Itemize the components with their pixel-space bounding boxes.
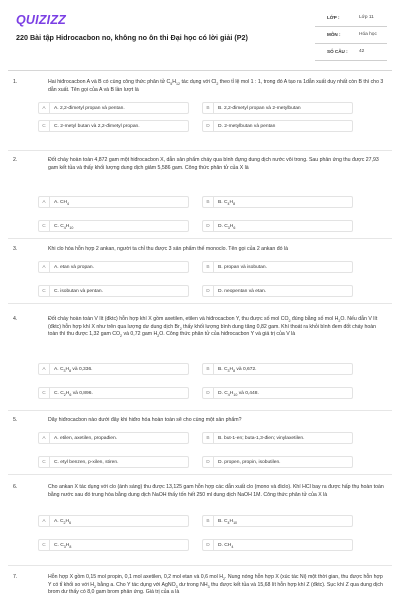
- option-letter: B: [203, 197, 214, 208]
- option-text: A. 2,2-đimetyl propan và pentan.: [54, 106, 125, 111]
- option-letter: D: [203, 286, 214, 297]
- answer-option-b[interactable]: [202, 102, 353, 114]
- option-text: C. isobutan và pentan.: [54, 289, 103, 294]
- document-header: [0, 0, 400, 68]
- question-number: 4.: [13, 316, 18, 322]
- question-divider: [8, 303, 392, 304]
- option-text: A. etilen, axetilen, propađien.: [54, 436, 118, 441]
- option-letter: D: [203, 121, 214, 132]
- question-text: Khi clo hóa hỗn hợp 2 ankan, người ta chỉ thu được 3 sản phẩm thế monoclo. Tên gọi của 2 ankan đó là: [48, 246, 288, 252]
- option-text: C. etyl benzen, p-xilen, stiren.: [54, 460, 119, 465]
- option-letter: A: [39, 433, 50, 444]
- meta-label: MÔN :: [327, 32, 341, 37]
- option-text: B. 2,2-đimetyl propan và 2-metylbutan: [218, 106, 301, 111]
- option-text: D. $C_3H_6$: [218, 224, 236, 230]
- answer-option-a[interactable]: [38, 432, 189, 444]
- option-letter: A: [39, 364, 50, 375]
- option-letter: C: [39, 121, 50, 132]
- document-title: 220 Bài tập Hidrocacbon no, không no ôn thi Đại học có lời giải (P2): [16, 33, 248, 42]
- question-number: 2.: [13, 157, 18, 163]
- meta-table: [315, 10, 387, 61]
- option-letter: A: [39, 516, 50, 527]
- option-letter: B: [203, 516, 214, 527]
- answer-option-b[interactable]: [202, 261, 353, 273]
- meta-label: LỚP :: [327, 15, 340, 20]
- meta-label: SỐ CÂU :: [327, 49, 348, 54]
- question-number: 5.: [13, 417, 18, 423]
- answer-option-c[interactable]: [38, 539, 189, 551]
- question-divider: [8, 150, 392, 151]
- answer-option-c[interactable]: [38, 120, 189, 132]
- option-letter: C: [39, 286, 50, 297]
- option-text: C. $C_3H_8$: [54, 543, 72, 549]
- header-divider: [8, 70, 392, 71]
- option-text: C. $C_2H_6$ và 0,896.: [54, 391, 93, 397]
- answer-option-d[interactable]: [202, 120, 353, 132]
- question-divider: [8, 410, 392, 411]
- answer-option-c[interactable]: [38, 285, 189, 297]
- answer-option-b[interactable]: [202, 515, 353, 527]
- meta-value: Lớp 11: [359, 15, 374, 20]
- answer-option-c[interactable]: [38, 387, 189, 399]
- answer-option-d[interactable]: [202, 387, 353, 399]
- meta-row-subject: [315, 27, 387, 44]
- option-letter: A: [39, 262, 50, 273]
- question-number: 3.: [13, 246, 18, 252]
- option-letter: B: [203, 103, 214, 114]
- answer-option-d[interactable]: [202, 456, 353, 468]
- option-letter: C: [39, 221, 50, 232]
- option-text: D. neopentan và etan.: [218, 289, 267, 294]
- answer-option-c[interactable]: [38, 220, 189, 232]
- question-divider: [8, 565, 392, 566]
- option-letter: C: [39, 388, 50, 399]
- option-text: B. $C_4H_8$: [218, 200, 236, 206]
- question-text: Cho ankan X tác dụng với clo (ánh sáng) thu được 13,125 gam hỗn hợp các dẫn xuất clo (mono và điclo). Khí HCl bay ra được hấp thụ hoàn toàn bằng nước sau đó trung hòa bằng dung dịch NaOH thấy tốn hết 250 ml dung dịch NaOH 1M. Công thức phân tử của X là: [48, 484, 384, 498]
- question-number: 6.: [13, 484, 18, 490]
- option-text: B. $C_3H_8$ và 0,672.: [218, 367, 257, 373]
- question-number: 7.: [13, 574, 18, 580]
- option-letter: D: [203, 540, 214, 551]
- question-text: Hai hiđrocacbon A và B có cùng công thức phân tử $C_5H_{12}$ tác dụng với $Cl_2$ theo tỉ lệ mol 1 : 1, trong đó A tạo ra 1dẫn xuất duy nhất còn B thì cho 3 dẫn xuất. Tên gọi của A và B lần lượt là: [48, 79, 384, 93]
- question-text: Đốt cháy hoàn toàn V lít (đktc) hỗn hợp khí X gồm axetilen, etilen và hiđrocacbon Y, thu được số mol $CO_2$ đúng bằng số mol $H_2O$. Nếu dẫn V lít (đktc) hỗn hợp khí X như trên qua lượng dư dung dịch $Br_2$ thấy khối lượng bình dung tăng 0,82 gam. Khí thoát ra khỏi bình đem đốt cháy hoàn toàn thì thu được 1,32 gam $CO_2$ và 0,72 gam $H_2O$. Công thức phân tử của hiđrocacbon Y và giá trị của V là: [48, 316, 378, 339]
- option-letter: B: [203, 262, 214, 273]
- option-letter: C: [39, 540, 50, 551]
- answer-option-a[interactable]: [38, 515, 189, 527]
- option-text: D. propen, propin, isobutilen.: [218, 460, 281, 465]
- option-letter: D: [203, 457, 214, 468]
- meta-row-count: [315, 44, 387, 61]
- option-text: A. etan và propan.: [54, 265, 94, 270]
- option-letter: A: [39, 197, 50, 208]
- answer-option-a[interactable]: [38, 196, 189, 208]
- question-text: Dãy hiđrocacbon nào dưới đây khi hiđro hóa hoàn toàn sẽ cho cùng một sản phẩm?: [48, 417, 242, 423]
- answer-option-c[interactable]: [38, 456, 189, 468]
- option-text: D. 2-metylbutan và pentan: [218, 124, 276, 129]
- answer-option-a[interactable]: [38, 363, 189, 375]
- answer-option-d[interactable]: [202, 220, 353, 232]
- option-letter: D: [203, 388, 214, 399]
- answer-option-b[interactable]: [202, 196, 353, 208]
- meta-value: Hóa học: [359, 32, 377, 37]
- answer-option-b[interactable]: [202, 432, 353, 444]
- answer-option-d[interactable]: [202, 285, 353, 297]
- option-letter: B: [203, 433, 214, 444]
- option-text: A. $CH_4$: [54, 200, 70, 206]
- option-text: D. $C_4H_{10}$ và 0,448.: [218, 391, 259, 397]
- question-divider: [8, 474, 392, 475]
- answer-option-d[interactable]: [202, 539, 353, 551]
- option-letter: D: [203, 221, 214, 232]
- option-letter: A: [39, 103, 50, 114]
- option-text: B. propan và isobutan.: [218, 265, 267, 270]
- answer-option-a[interactable]: [38, 261, 189, 273]
- option-text: C. $C_4H_{10}$: [54, 224, 74, 230]
- option-text: D. $CH_4$: [218, 543, 234, 549]
- question-number: 1.: [13, 79, 18, 85]
- option-letter: C: [39, 457, 50, 468]
- question-divider: [8, 238, 392, 239]
- option-text: C. 2-metyl butan và 2,2-đimetyl propan.: [54, 124, 140, 129]
- option-text: B. $C_4H_{10}$: [218, 519, 238, 525]
- option-text: A. $C_3H_8$ và 0,336.: [54, 367, 93, 373]
- meta-row-class: [315, 10, 387, 27]
- option-text: A. $C_2H_6$: [54, 519, 72, 525]
- option-letter: B: [203, 364, 214, 375]
- answer-option-a[interactable]: [38, 102, 189, 114]
- question-text: Đốt cháy hoàn toàn 4,872 gam một hiđrocacbon X, dẫn sản phẩm cháy qua bình đựng dung dịch nước vôi trong. Sau phản ứng thu được 27,93 gam kết tủa và thấy khối lượng dung dịch giảm 5,586 gam. Công thức phân tử của X là: [48, 157, 379, 171]
- quizizz-logo: QUIZIZZ: [16, 13, 67, 27]
- question-text: Hỗn hợp X gồm 0,15 mol propin, 0,1 mol axetilen, 0,2 mol etan và 0,6 mol $H_2$. Nung nóng hỗn hợp X (xúc tác Ni) một thời gian, thu được hỗn hợp Y có tỉ khối so với $H_2$ bằng a. Cho Y tác dụng với AgNO$_3$ dư trong $NH_3$ thu được kết tủa và 15,68 lít hỗn hợp khí Z (đktc). Sục khí Z qua dung dịch brom dư thấy có 8,0 gam brom phản ứng. Giá trị của a là: [48, 574, 383, 596]
- option-text: B. but-1-en; buta-1,3-đien; vinylaxetilen.: [218, 436, 305, 441]
- meta-value: 42: [359, 49, 365, 54]
- answer-option-b[interactable]: [202, 363, 353, 375]
